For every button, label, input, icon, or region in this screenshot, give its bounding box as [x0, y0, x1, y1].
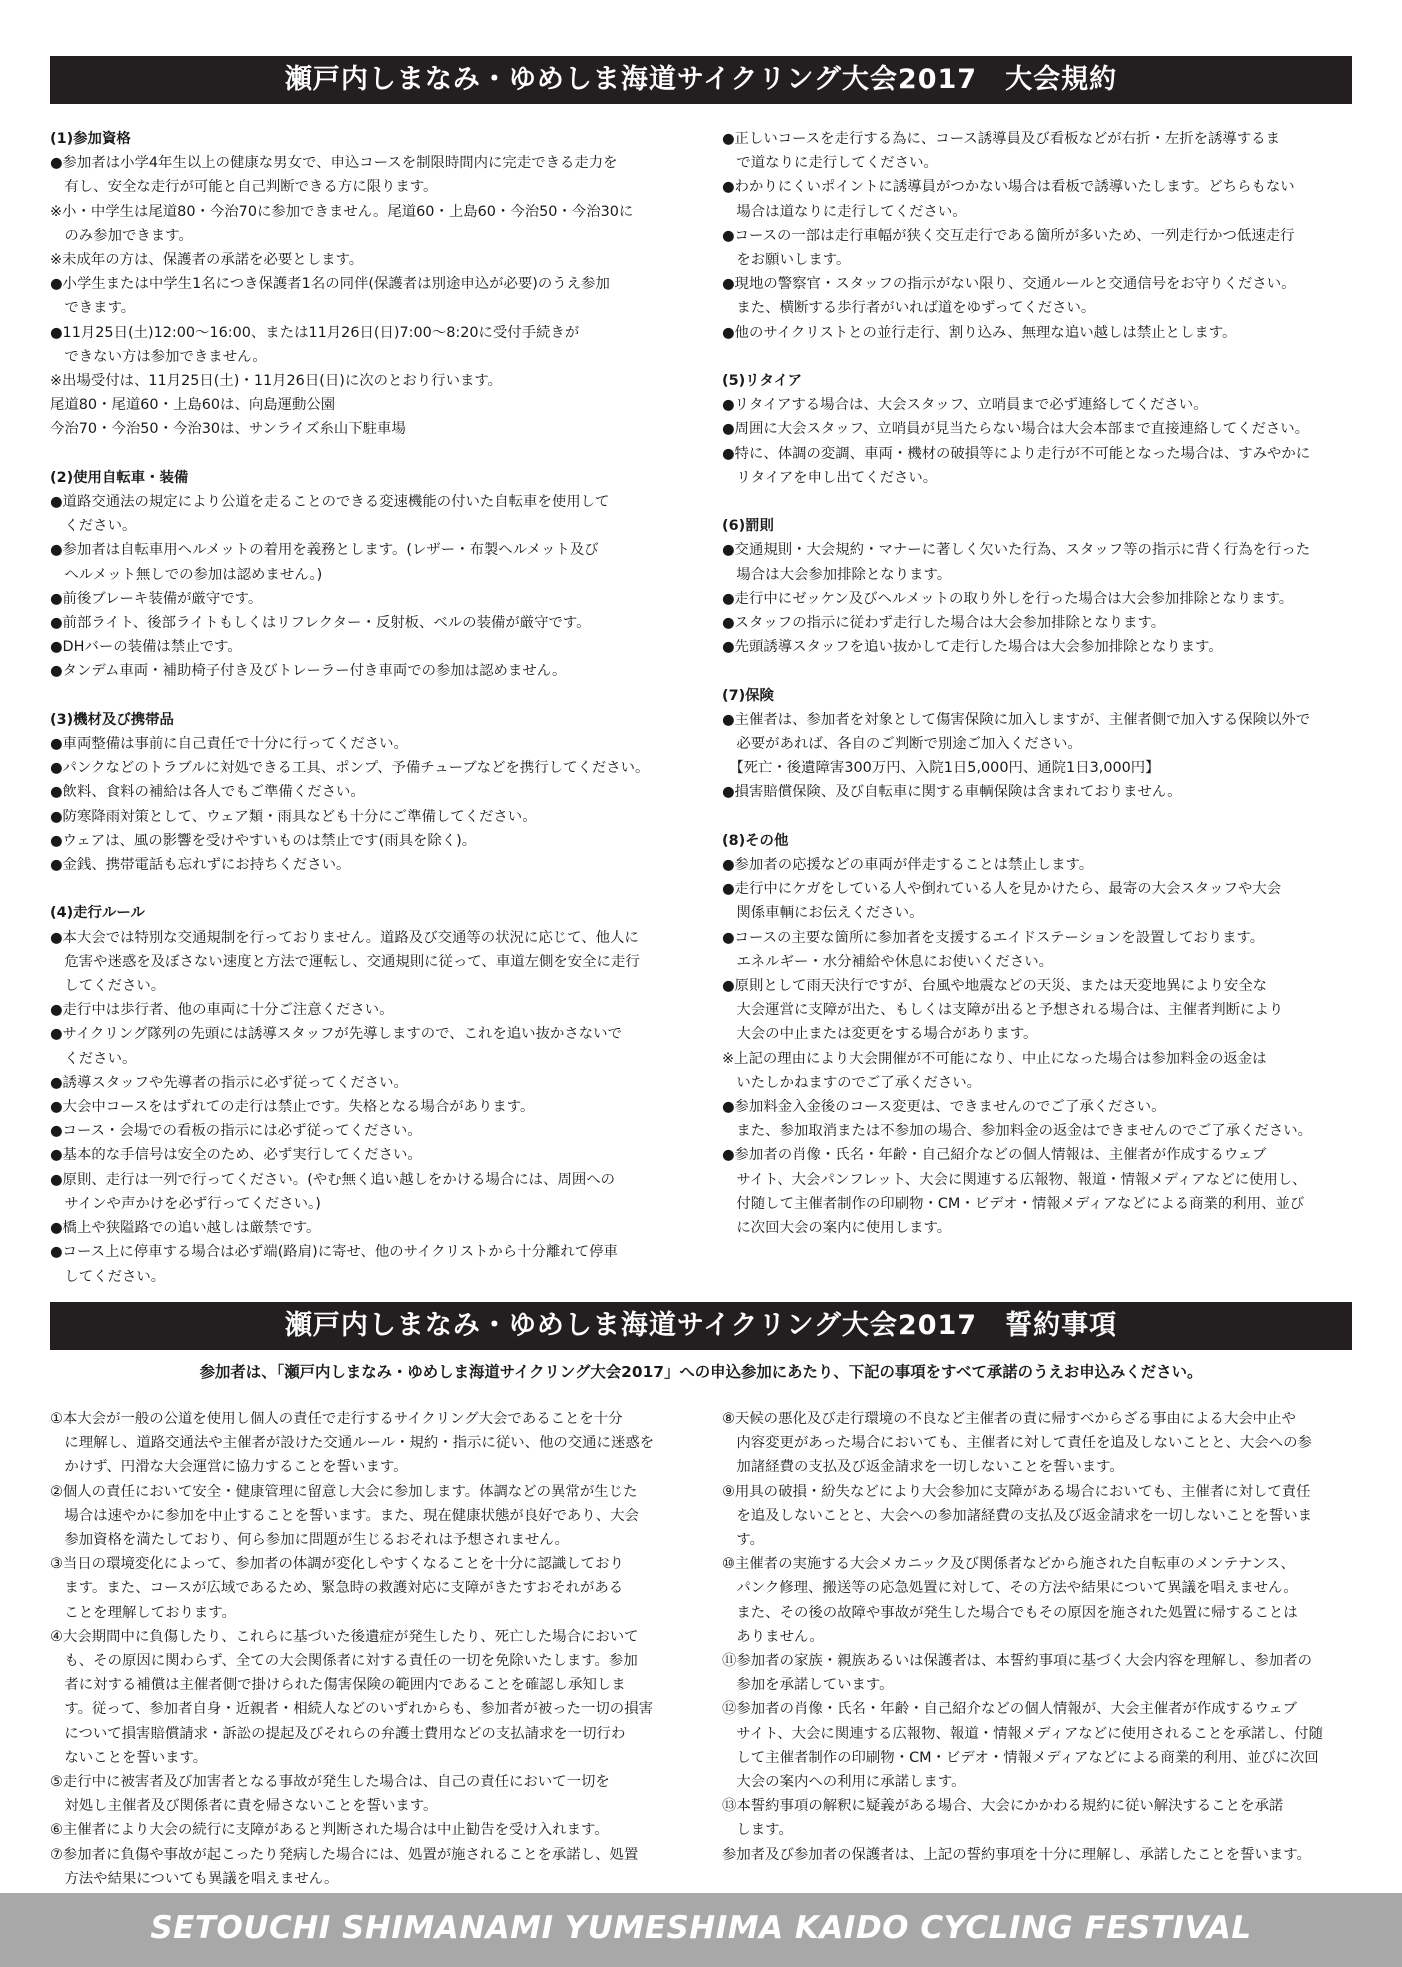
rule-line: ●参加者の肖像・氏名・年齢・自己紹介などの個人情報は、主催者が作成するウェブ [722, 1147, 1267, 1164]
rule-line: ●参加者は自転車用ヘルメットの着用を義務とします。(レザー・布製ヘルメット及び [50, 542, 599, 559]
rule-line: ●ウェアは、風の影響を受けやすいものは禁止です(雨具を除く)。 [50, 832, 477, 849]
rule-line: エネルギー・水分補給や休息にお使いください。 [722, 953, 1053, 970]
pledge-line: ます。また、コースが広域であるため、緊急時の救護対応に支障がきたすおそれがある [50, 1580, 624, 1597]
rule-line: ●主催者は、参加者を対象として傷害保険に加入しますが、主催者側で加入する保険以外で [722, 711, 1311, 728]
pledge-line: ありません。 [722, 1628, 824, 1645]
rule-line: 必要があれば、各自のご判断で別途ご加入ください。 [722, 736, 1082, 753]
rule-line: 場合は道なりに走行してください。 [722, 203, 967, 220]
pledge-line: 方法や結果についても異議を唱えません。 [50, 1870, 339, 1887]
rule-line: ※小・中学生は尾道80・今治70に参加できません。尾道60・上島60・今治50・今治30に [50, 203, 634, 220]
rule-line: で道なりに走行してください。 [722, 155, 938, 172]
rule-line: ※上記の理由により大会開催が不可能になり、中止になった場合は参加料金の返金は [722, 1050, 1267, 1067]
rule-line: に次回大会の案内に使用します。 [722, 1220, 952, 1237]
pledge-line: ないことを誓います。 [50, 1749, 208, 1766]
pledge-line: 参加者及び参加者の保護者は、上記の誓約事項を十分に理解し、承諾したことを誓います。 [722, 1846, 1311, 1863]
rule-line: ※未成年の方は、保護者の承諾を必要とします。 [50, 252, 364, 269]
rule-line: また、参加取消または不参加の場合、参加料金の返金はできませんのでご了承ください。 [722, 1123, 1313, 1140]
rule-line: ●周囲に大会スタッフ、立哨員が見当たらない場合は大会本部まで直接連絡してください。 [722, 421, 1310, 438]
pledge-line: ⑧天候の悪化及び走行環境の不良など主催者の責に帰すべからざる事由による大会中止や [722, 1411, 1296, 1427]
rules-left-column [50, 127, 686, 1313]
rule-line: ●11月25日(土)12:00〜16:00、または11月26日(日)7:00〜8:20に受付手続きが [50, 324, 580, 341]
section-title: (2)使用自転車・装備 [50, 469, 189, 486]
rules-right-column [722, 127, 1354, 1264]
rule-line: ●スタッフの指示に従わず走行した場合は大会参加排除となります。 [722, 615, 1166, 632]
pledge-line: す。 [722, 1532, 765, 1549]
rule-line: ●前後ブレーキ装備が厳守です。 [50, 590, 263, 607]
pledge-line: 者に対する補償は主催者側で掛けられた傷害保険の範囲内であることを確認し承知しま [50, 1677, 626, 1694]
pledge-line: ④大会期間中に負傷したり、これらに基づいた後遺症が発生したり、死亡した場合において [50, 1628, 639, 1645]
rule-line: サインや声かけを必ず行ってください。) [50, 1195, 321, 1212]
rule-line: のみ参加できます。 [50, 227, 193, 244]
rule-line: ●車両整備は事前に自己責任で十分に行ってください。 [50, 736, 408, 753]
section-title: (8)その他 [722, 832, 789, 849]
pledge-line: ⑨用具の破損・紛失などにより大会参加に支障がある場合においても、主催者に対して責任 [722, 1483, 1311, 1500]
pledge-line: ⑫参加者の肖像・氏名・年齢・自己紹介などの個人情報が、大会主催者が作成するウェブ [722, 1701, 1298, 1718]
pledge-line: 参加を承諾しています。 [722, 1677, 894, 1694]
pledge-line: ②個人の責任において安全・健康管理に留意し大会に参加します。体調などの異常が生じた [50, 1483, 638, 1500]
rule-line: ●DHバーの装備は禁止です。 [50, 639, 242, 656]
pledge-line: して主催者制作の印刷物・CM・ビデオ・情報メディアなどによる商業的利用、並びに次回 [722, 1749, 1319, 1766]
pledge-line: 参加資格を満たしており、何ら参加に問題が生じるおそれは予想されません。 [50, 1532, 569, 1549]
rule-line: ●走行中にゼッケン及びヘルメットの取り外しを行った場合は大会参加排除となります。 [722, 590, 1294, 607]
pledge-line: について損害賠償請求・訴訟の提起及びそれらの弁護士費用などの支払請求を一切行わ [50, 1725, 626, 1742]
rule-line: ●金銭、携帯電話も忘れずにお持ちください。 [50, 857, 351, 874]
pledge-line: ことを理解しております。 [50, 1604, 236, 1621]
rule-line: ●本大会では特別な交通規制を行っておりません。道路及び交通等の状況に応じて、他人に [50, 929, 639, 946]
rule-line: ※出場受付は、11月25日(土)・11月26日(日)に次のとおり行います。 [50, 373, 502, 390]
rule-line: ●原則、走行は一列で行ってください。(やむ無く追い越しをかける場合には、周囲への [50, 1171, 616, 1188]
rules-section [50, 466, 686, 684]
pledge-line: を追及しないことと、大会への参加諸経費の支払及び返金請求を一切しないことを誓いま [722, 1507, 1313, 1524]
rule-line: ●交通規則・大会規約・マナーに著しく欠いた行為、スタッフ等の指示に背く行為を行った [722, 542, 1311, 559]
rule-line: ●正しいコースを走行する為に、コース誘導員及び看板などが右折・左折を誘導するま [722, 131, 1280, 147]
rule-line: をお願いします。 [722, 252, 851, 269]
rule-line: ●基本的な手信号は安全のため、必ず実行してください。 [50, 1147, 422, 1164]
rule-line: ●コース上に停車する場合は必ず端(路肩)に寄せ、他のサイクリストから十分離れて停車 [50, 1244, 618, 1261]
rules-section [722, 829, 1354, 1240]
pledge-line: す。従って、参加者自身・近親者・相続人などのいずれからも、参加者が被った一切の損害 [50, 1701, 653, 1718]
pledge-line: パンク修理、搬送等の応急処置に対して、その方法や結果について異議を唱えません。 [722, 1580, 1298, 1597]
rule-line: 有し、安全な走行が可能と自己判断できる方に限ります。 [50, 179, 438, 196]
section-title: (4)走行ルール [50, 905, 145, 922]
rule-line: ください。 [50, 1050, 137, 1067]
pledge-line: も、その原因に関わらず、全ての大会関係者に対する責任の一切を免除いたします。参加 [50, 1653, 638, 1670]
pledge-left-column [50, 1407, 686, 1891]
rule-line: 付随して主催者制作の印刷物・CM・ビデオ・情報メディアなどによる商業的利用、並び [722, 1195, 1305, 1212]
rule-line: 今治70・今治50・今治30は、サンライズ糸山下駐車場 [50, 421, 406, 438]
rule-line: ●防寒降雨対策として、ウェア類・雨具なども十分にご準備してください。 [50, 808, 537, 825]
rule-line: ●コース・会場での看板の指示には必ず従ってください。 [50, 1123, 422, 1140]
pledge-line: します。 [722, 1822, 793, 1839]
pledge-line: また、その後の故障や事故が発生した場合でもその原因を施された処置に帰することは [722, 1604, 1298, 1621]
pledge-line: ⑩主催者の実施する大会メカニック及び関係者などから施された自転車のメンテナンス、 [722, 1556, 1295, 1573]
rule-line: ●パンクなどのトラブルに対処できる工具、ポンプ、予備チューブなどを携行してください。 [50, 760, 650, 777]
rule-line: ●コースの一部は走行車幅が狭く交互走行である箇所が多いため、一列走行かつ低速走行 [722, 227, 1295, 244]
pledge-banner: 瀬戸内しまなみ・ゆめしま海道サイクリング大会2017 誓約事項 [50, 1302, 1352, 1350]
rule-line: 大会運営に支障が出た、もしくは支障が出ると予想される場合は、主催者判断により [722, 1002, 1284, 1019]
pledge-line: 内容変更があった場合においても、主催者に対して責任を追及しないことと、大会への参 [722, 1435, 1312, 1452]
rule-line: ●原則として雨天決行ですが、台風や地震などの天災、または天変地異により安全な [722, 978, 1268, 995]
rule-line: ●損害賠償保険、及び自転車に関する車輌保険は含まれておりません。 [722, 784, 1182, 801]
rule-line: 場合は大会参加排除となります。 [722, 566, 952, 583]
rule-line: ●参加者の応援などの車両が伴走することは禁止します。 [722, 857, 1094, 874]
rule-line: ●現地の警察官・スタッフの指示がない限り、交通ルールと交通信号をお守りください。 [722, 276, 1296, 293]
pledge-right-column [722, 1407, 1354, 1867]
rules-section [722, 514, 1354, 659]
pledge-line: ⑦参加者に負傷や事故が起こったり発病した場合には、処置が施されることを承諾し、処置 [50, 1846, 639, 1863]
rule-line: 尾道80・尾道60・上島60は、向島運動公園 [50, 397, 336, 414]
rules-banner: 瀬戸内しまなみ・ゆめしま海道サイクリング大会2017 大会規約 [50, 56, 1352, 104]
rules-section [50, 901, 686, 1288]
rule-line: ●参加料金入金後のコース変更は、できませんのでご了承ください。 [722, 1099, 1166, 1116]
rule-line: ●先頭誘導スタッフを追い抜かして走行した場合は大会参加排除となります。 [722, 639, 1223, 656]
rules-section [722, 684, 1354, 805]
pledge-line: ⑥主催者により大会の続行に支障があると判断された場合は中止勧告を受け入れます。 [50, 1822, 609, 1839]
rule-line: ●特に、体調の変調、車両・機材の破損等により走行が不可能となった場合は、すみやかに [722, 445, 1311, 462]
pledge-line: ⑤走行中に被害者及び加害者となる事故が発生した場合は、自己の責任において一切を [50, 1774, 610, 1791]
rule-line: できない方は参加できません。 [50, 348, 267, 365]
pledge-line: かけず、円滑な大会運営に協力することを誓います。 [50, 1459, 408, 1476]
rule-line: ●わかりにくいポイントに誘導員がつかない場合は看板で誘導いたします。どちらもない [722, 179, 1295, 196]
rule-line: リタイアを申し出てください。 [722, 469, 938, 486]
section-title: (1)参加資格 [50, 131, 131, 147]
rule-line: ●誘導スタッフや先導者の指示に必ず従ってください。 [50, 1074, 408, 1091]
rule-line: ●橋上や狭隘路での追い越しは厳禁です。 [50, 1220, 321, 1237]
rule-line: ヘルメット無しでの参加は認めません。) [50, 566, 323, 583]
rule-line: ●リタイアする場合は、大会スタッフ、立哨員まで必ず連絡してください。 [722, 397, 1208, 414]
rule-line: ●走行中は歩行者、他の車両に十分ご注意ください。 [50, 1002, 394, 1019]
rule-line: 関係車輌にお伝えください。 [722, 905, 924, 922]
rule-line: ●タンデム車両・補助椅子付き及びトレーラー付き車両での参加は認めません。 [50, 663, 567, 680]
rule-line: 危害や迷惑を及ぼさない速度と方法で運転し、交通規則に従って、車道左側を安全に走行 [50, 953, 640, 970]
pledge-line: に理解し、道路交通法や主催者が設けた交通ルール・規約・指示に従い、他の交通に迷惑を [50, 1435, 655, 1452]
pledge-line: 対処し主催者及び関係者に責を帰さないことを誓います。 [50, 1798, 438, 1815]
rules-section [50, 127, 686, 442]
section-title: (3)機材及び携帯品 [50, 711, 174, 728]
section-title: (5)リタイア [722, 373, 803, 390]
rules-section [722, 369, 1354, 490]
rule-line: ●前部ライト、後部ライトもしくはリフレクター・反射板、ベルの装備が厳守です。 [50, 615, 591, 632]
rules-section [50, 708, 686, 877]
section-title: (7)保険 [722, 687, 774, 704]
pledge-line: ①本大会が一般の公道を使用し個人の責任で走行するサイクリング大会であることを十分 [50, 1411, 623, 1427]
pledge-line: ⑪参加者の家族・親族あるいは保護者は、本誓約事項に基づく大会内容を理解し、参加者の [722, 1653, 1313, 1670]
rule-line: また、横断する歩行者がいれば道をゆずってください。 [722, 300, 1096, 317]
pledge-intro: 参加者は、「瀬戸内しまなみ・ゆめしま海道サイクリング大会2017」への申込参加にあたり、下記の事項をすべて承諾のうえお申込みください。 [199, 1363, 1203, 1381]
rule-line: 【死亡・後遺障害300万円、入院1日5,000円、通院1日3,000円】 [722, 760, 1160, 777]
rule-line: ●コースの主要な箇所に参加者を支援するエイドステーションを設置しております。 [722, 929, 1265, 946]
rule-line: してください。 [50, 978, 166, 995]
rule-line: できます。 [50, 300, 136, 317]
pledge-line: 場合は速やかに参加を中止することを誓います。また、現在健康状態が良好であり、大会 [50, 1507, 639, 1524]
rule-line: ●小学生または中学生1名につき保護者1名の同伴(保護者は別途申込が必要)のうえ参加 [50, 276, 610, 293]
section-title: (6)罰則 [722, 518, 774, 535]
rule-line: ●大会中コースをはずれての走行は禁止です。失格となる場合があります。 [50, 1099, 535, 1116]
rule-line: ●サイクリング隊列の先頭には誘導スタッフが先導しますので、これを追い抜かさないで [50, 1026, 622, 1043]
rule-line: ●参加者は小学4年生以上の健康な男女で、申込コースを制限時間内に完走できる走力を [50, 155, 618, 172]
rule-line: サイト、大会パンフレット、大会に関連する広報物、報道・情報メディアなどに使用し、 [722, 1171, 1307, 1188]
rule-line: ●飲料、食料の補給は各人でもご準備ください。 [50, 784, 365, 801]
pledge-line: 加諸経費の支払及び返金請求を一切しないことを誓います。 [722, 1459, 1124, 1476]
pledge-line: 大会の案内への利用に承諾します。 [722, 1774, 966, 1791]
pledge-line: ③当日の環境変化によって、参加者の体調が変化しやすくなることを十分に認識しており [50, 1556, 624, 1573]
rule-line: ●他のサイクリストとの並行走行、割り込み、無理な追い越しは禁止とします。 [722, 324, 1237, 341]
pledge-line: サイト、大会に関連する広報物、報道・情報メディアなどに使用されることを承諾し、付随 [722, 1725, 1323, 1742]
rule-line: 大会の中止または変更をする場合があります。 [722, 1026, 1038, 1043]
footer-banner: SETOUCHI SHIMANAMI YUMESHIMA KAIDO CYCLING FESTIVAL [0, 1893, 1402, 1967]
rule-line: ●走行中にケガをしている人や倒れている人を見かけたら、最寄の大会スタッフや大会 [722, 881, 1282, 898]
rule-line: してください。 [50, 1268, 166, 1285]
rule-line: ●道路交通法の規定により公道を走ることのできる変速機能の付いた自転車を使用して [50, 494, 610, 511]
rule-line: ください。 [50, 518, 137, 535]
rule-line: いたしかねますのでご了承ください。 [722, 1074, 982, 1091]
rules-section [722, 127, 1354, 345]
pledge-line: ⑬本誓約事項の解釈に疑義がある場合、大会にかかわる規約に従い解決することを承諾 [722, 1798, 1284, 1815]
